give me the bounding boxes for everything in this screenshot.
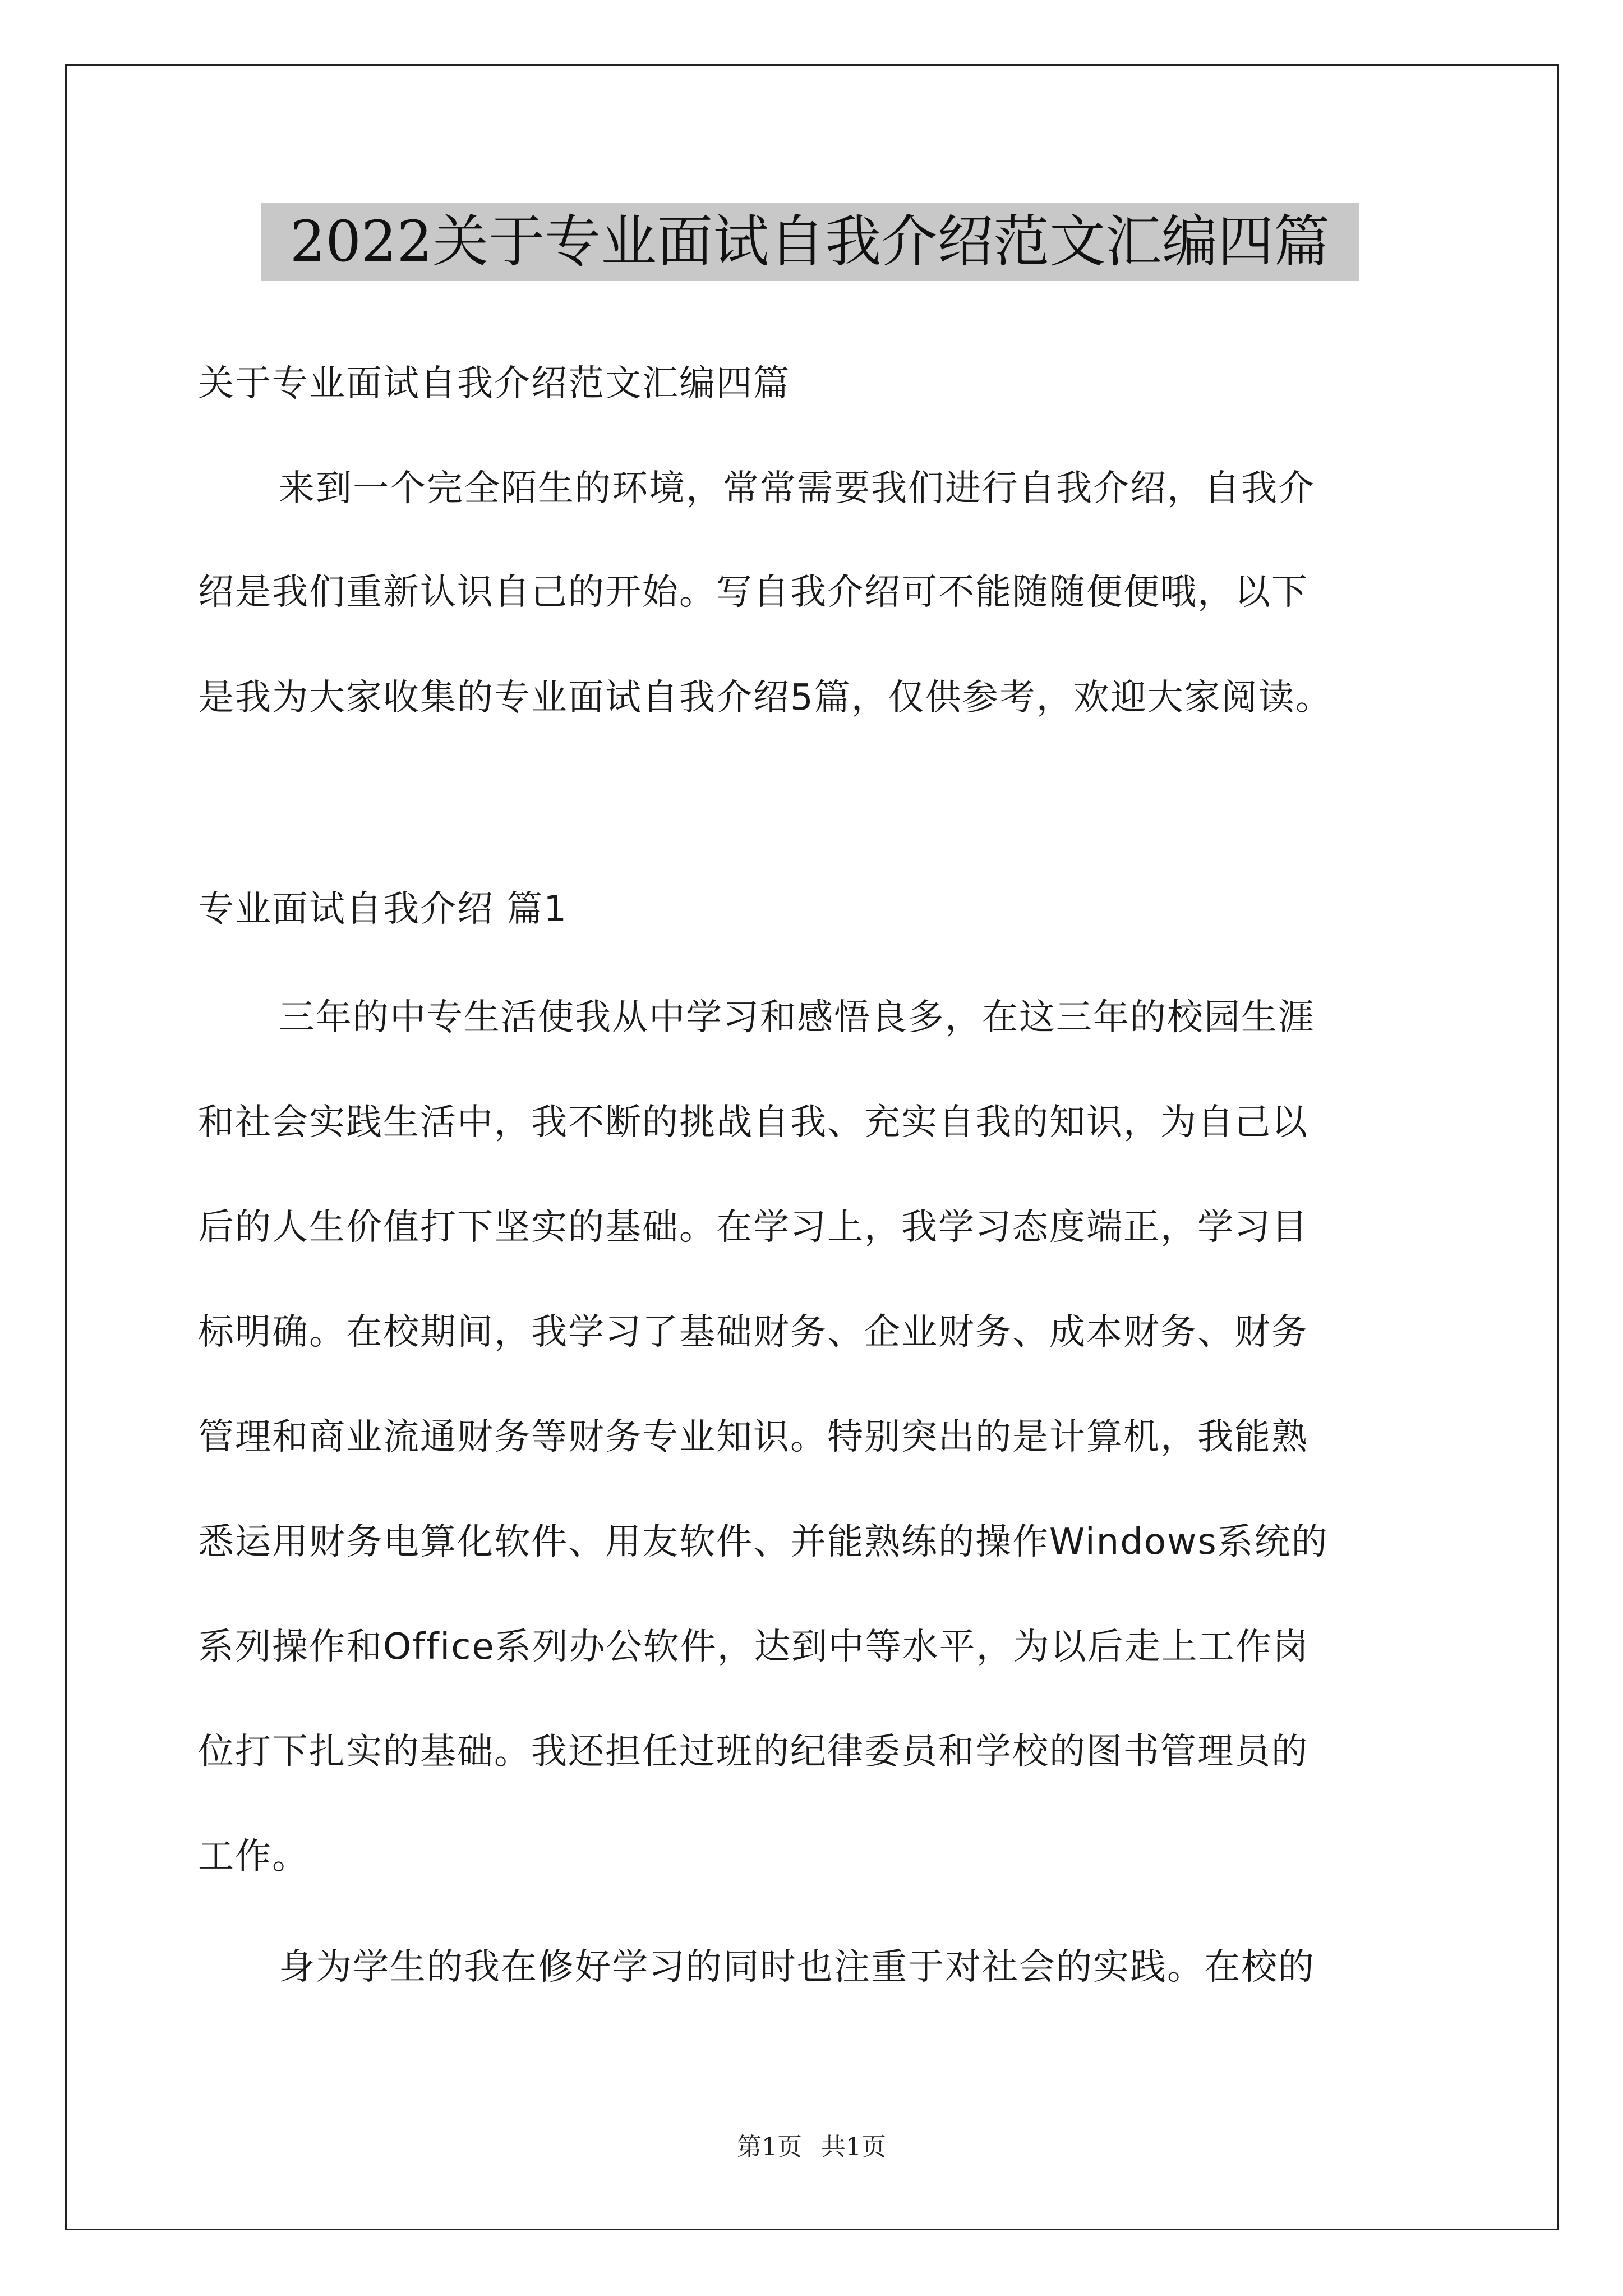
- intro-line: 来到一个完全陌生的环境，常常需要我们进行自我介绍，自我介: [279, 468, 1315, 509]
- intro-line: 绍是我们重新认识自己的开始。写自我介绍可不能随随便便哦，以下: [198, 572, 1308, 613]
- section-heading: 专业面试自我介绍 篇1: [198, 889, 568, 930]
- body-line: 身为学生的我在修好学习的同时也注重于对社会的实践。在校的: [279, 1947, 1315, 1988]
- body-line: 标明确。在校期间，我学习了基础财务、企业财务、成本财务、财务: [198, 1312, 1308, 1353]
- page-number: 第1页 共1页: [737, 2133, 886, 2161]
- body-line: 管理和商业流通财务等财务专业知识。特别突出的是计算机，我能熟: [198, 1416, 1308, 1458]
- document-subtitle: 关于专业面试自我介绍范文汇编四篇: [198, 363, 790, 404]
- body-line: 后的人生价值打下坚实的基础。在学习上，我学习态度端正，学习目: [198, 1207, 1308, 1248]
- body-line: 悉运用财务电算化软件、用友软件、并能熟练的操作Windows系统的: [198, 1521, 1329, 1563]
- intro-line: 是我为大家收集的专业面试自我介绍5篇，仅供参考，欢迎大家阅读。: [198, 677, 1332, 719]
- body-line: 三年的中专生活使我从中学习和感悟良多，在这三年的校园生涯: [279, 997, 1315, 1038]
- body-line: 位打下扎实的基础。我还担任过班的纪律委员和学校的图书管理员的: [198, 1731, 1308, 1773]
- document-title: 2022关于专业面试自我介绍范文汇编四篇: [261, 203, 1359, 281]
- body-line: 工作。: [198, 1836, 309, 1878]
- body-line: 系列操作和Office系列办公软件，达到中等水平，为以后走上工作岗: [198, 1626, 1310, 1668]
- body-line: 和社会实践生活中，我不断的挑战自我、充实自我的知识，为自己以: [198, 1102, 1308, 1143]
